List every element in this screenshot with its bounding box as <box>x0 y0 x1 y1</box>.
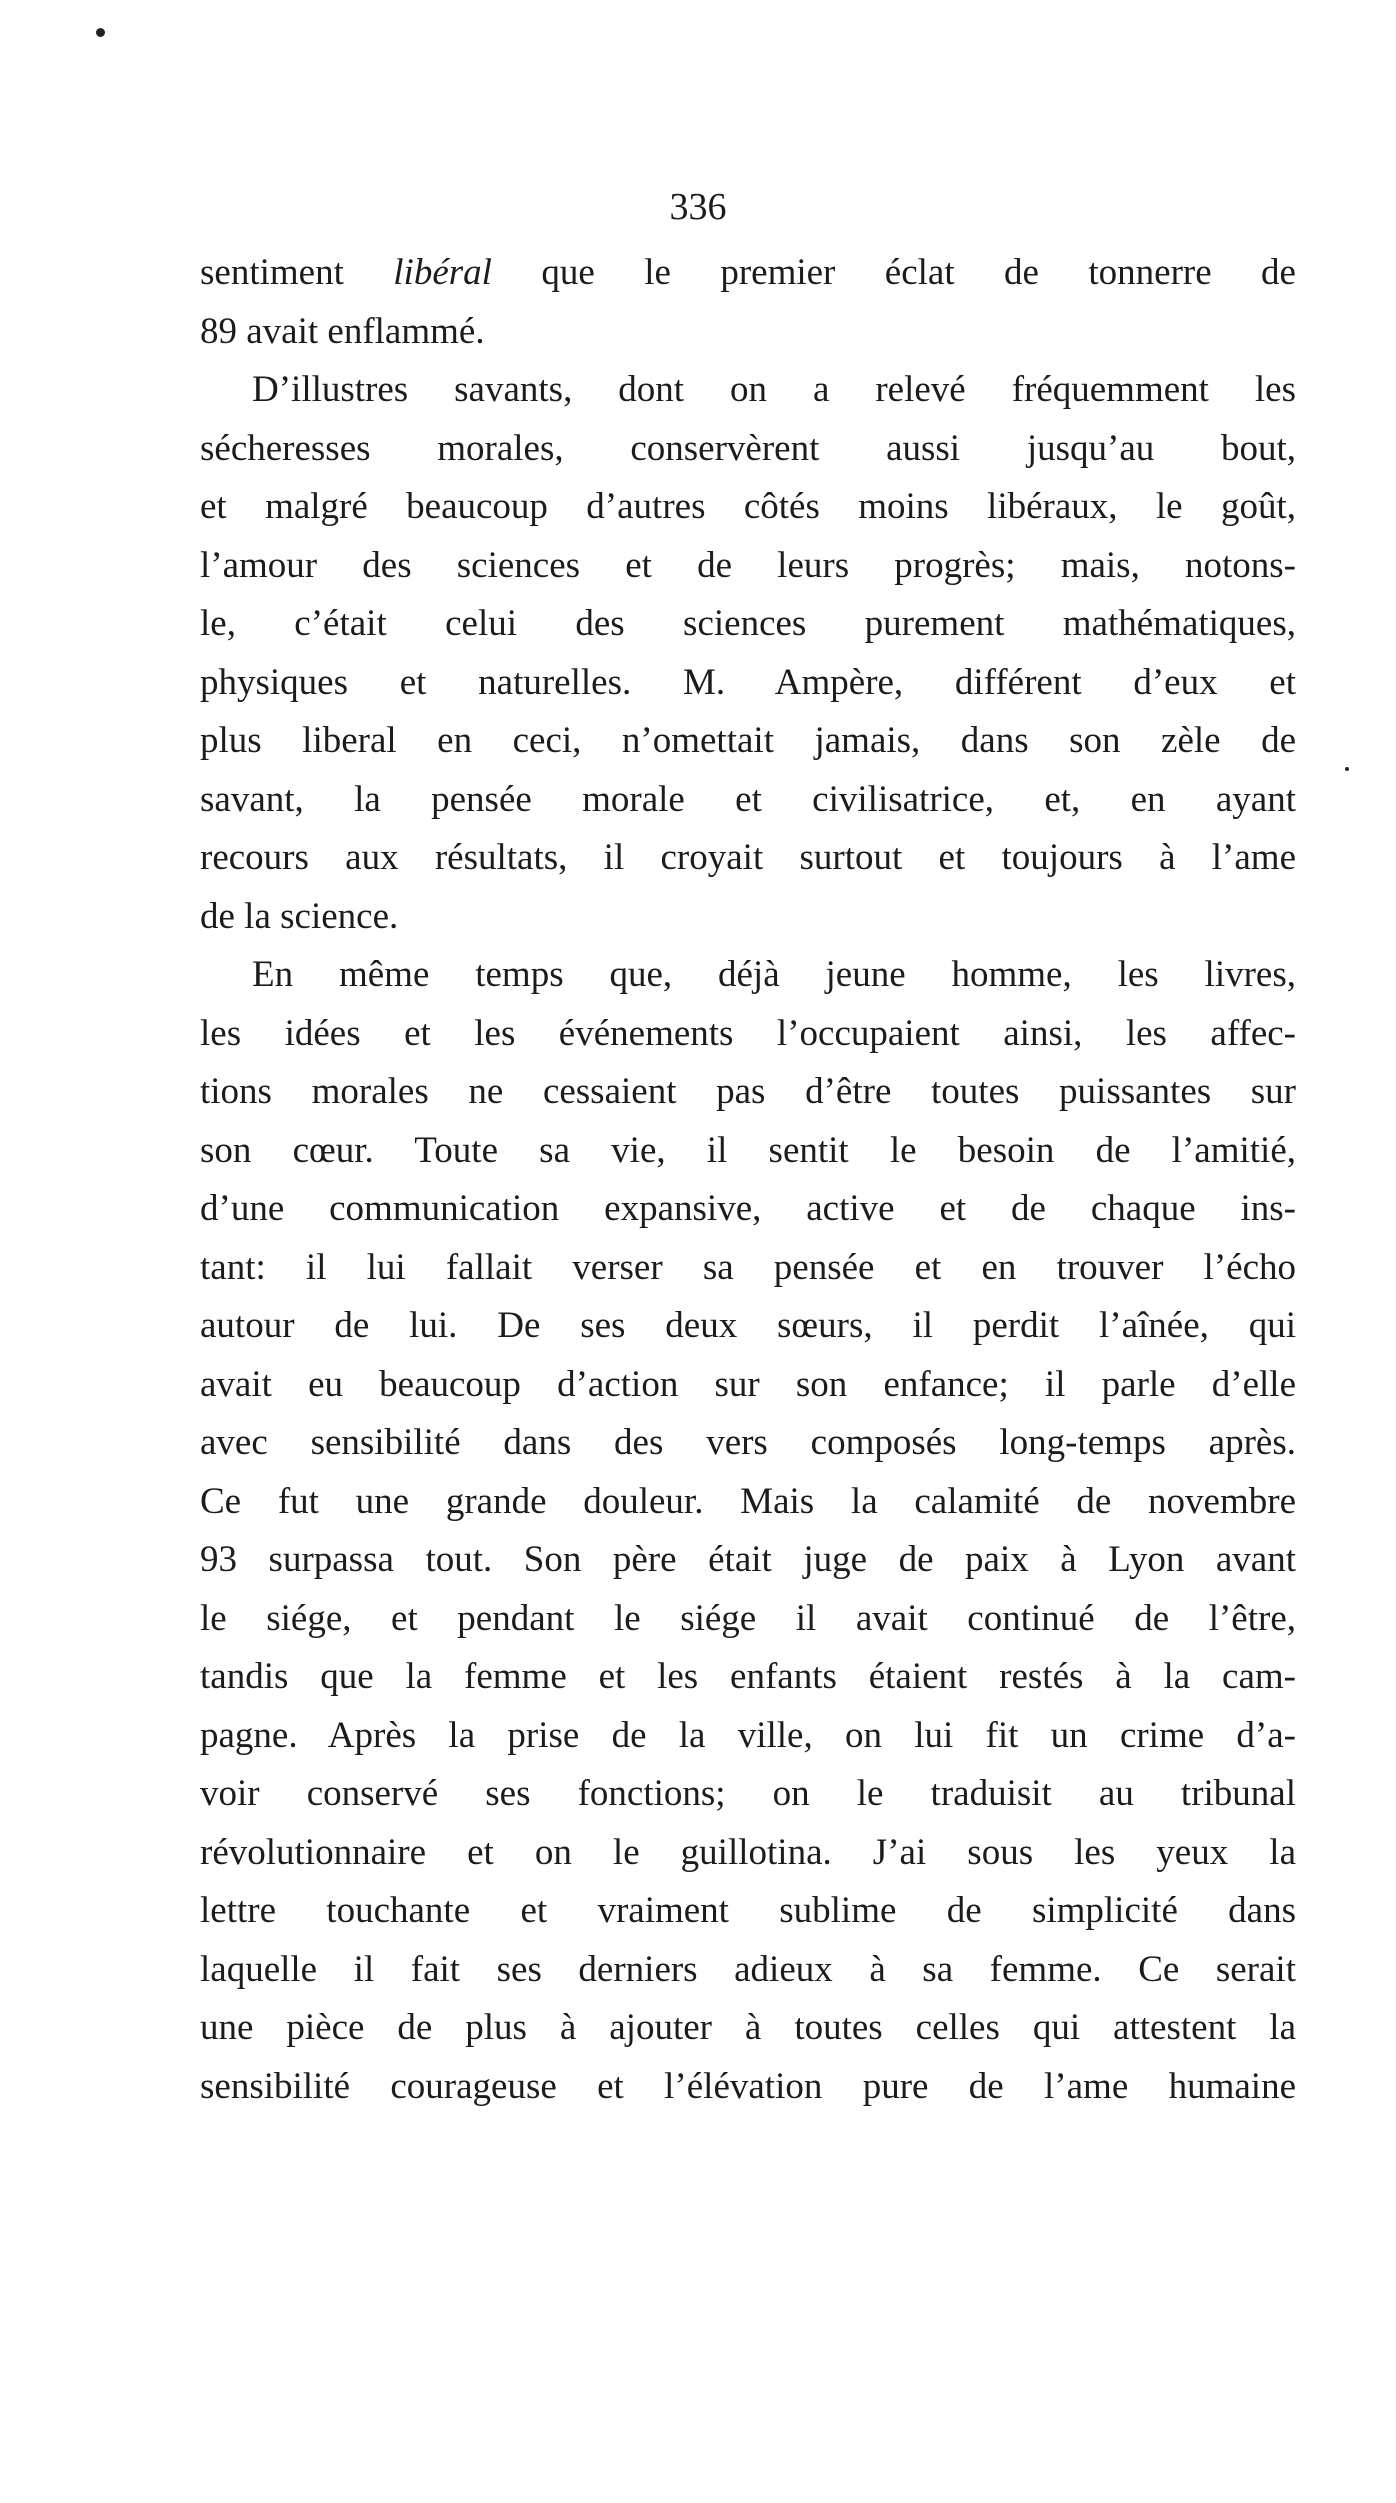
text-line <box>200 1531 1296 1590</box>
text-line <box>200 1648 1296 1707</box>
text-run: et malgré beaucoup d’autres côtés moins libéraux, le goût, <box>200 486 1296 527</box>
text-line <box>200 1063 1296 1122</box>
text-run: savant, la pensée morale et civilisatrice, et, en ayant <box>200 778 1296 820</box>
text-run: révolutionnaire et on le guillotina. J’ai sous les yeux la <box>200 1831 1296 1873</box>
text-line <box>200 1707 1296 1766</box>
text-run: physiques et naturelles. M. Ampère, différent d’eux et <box>200 661 1296 703</box>
text-run: son cœur. Toute sa vie, il sentit le besoin de l’amitié, <box>200 1129 1296 1171</box>
text-run: voir conservé ses fonctions; on le traduisit au tribunal <box>200 1773 1296 1814</box>
text-run: l’amour des sciences et de leurs progrès; mais, notons- <box>200 544 1296 586</box>
text-line <box>200 1590 1296 1649</box>
paragraph <box>200 946 1296 2116</box>
text-line <box>200 1414 1296 1473</box>
text-line <box>200 1180 1296 1239</box>
text-line <box>200 1824 1296 1883</box>
text-run: D’illustres savants, dont on a relevé fréquemment les <box>252 369 1296 410</box>
text-run: pagne. Après la prise de la ville, on lui fit un crime d’a- <box>200 1714 1296 1756</box>
text-line <box>200 771 1296 830</box>
text-run: d’une communication expansive, active et de chaque ins- <box>200 1188 1296 1229</box>
text-run: de la science. <box>200 895 399 937</box>
text-line <box>200 712 1296 771</box>
text-run: le siége, et pendant le siége il avait continué de l’être, <box>200 1597 1296 1639</box>
text-run: que le premier éclat de tonnerre de <box>491 252 1296 293</box>
text-line <box>200 829 1296 888</box>
text-run: le, c’était celui des sciences purement mathématiques, <box>200 603 1296 644</box>
text-line <box>200 303 1296 362</box>
ink-speck <box>1345 767 1349 771</box>
text-run: tions morales ne cessaient pas d’être toutes puissantes sur <box>200 1071 1296 1112</box>
text-line <box>200 537 1296 596</box>
text-run: lettre touchante et vraiment sublime de simplicité dans <box>200 1890 1296 1931</box>
text-line <box>200 1473 1296 1532</box>
text-line <box>200 1297 1296 1356</box>
text-line <box>200 1882 1296 1941</box>
text-line <box>200 420 1296 479</box>
paragraph <box>200 361 1296 946</box>
page-number: 336 <box>669 186 727 228</box>
text-line <box>200 1999 1296 2058</box>
text-line <box>200 654 1296 713</box>
text-run: 93 surpassa tout. Son père était juge de paix à Lyon avant <box>200 1539 1296 1580</box>
text-line <box>200 1239 1296 1298</box>
text-run: tandis que la femme et les enfants étaient restés à la cam- <box>200 1656 1296 1697</box>
text-run: autour de lui. De ses deux sœurs, il perdit l’aînée, qui <box>200 1305 1296 1346</box>
text-line <box>200 1122 1296 1181</box>
text-line <box>200 2058 1296 2117</box>
text-line <box>200 946 1296 1005</box>
text-line <box>200 1356 1296 1415</box>
text-run: une pièce de plus à ajouter à toutes celles qui attestent la <box>200 2007 1296 2048</box>
body-text <box>200 244 1296 2116</box>
text-line <box>200 478 1296 537</box>
text-line <box>200 888 1296 947</box>
text-run: Ce fut une grande douleur. Mais la calamité de novembre <box>200 1480 1296 1522</box>
text-line <box>200 1005 1296 1064</box>
italic-text: libéral <box>393 252 492 293</box>
text-line <box>200 595 1296 654</box>
text-run: 89 avait enflammé. <box>200 310 485 352</box>
text-run: laquelle il fait ses derniers adieux à sa femme. Ce serait <box>200 1948 1296 1990</box>
text-line <box>200 244 1296 303</box>
text-run: sécheresses morales, conservèrent aussi jusqu’au bout, <box>200 427 1296 469</box>
text-run: les idées et les événements l’occupaient ainsi, les affec- <box>200 1012 1296 1054</box>
text-run: plus liberal en ceci, n’omettait jamais, dans son zèle de <box>200 720 1296 761</box>
text-run: sensibilité courageuse et l’élévation pure de l’ame humaine <box>200 2065 1296 2107</box>
text-run: sentiment <box>200 252 394 293</box>
text-line <box>200 361 1296 420</box>
text-run: tant: il lui fallait verser sa pensée et en trouver l’écho <box>200 1246 1296 1288</box>
ink-speck <box>96 28 105 37</box>
text-run: En même temps que, déjà jeune homme, les livres, <box>252 954 1296 995</box>
paragraph <box>200 244 1296 361</box>
text-run: avait eu beaucoup d’action sur son enfance; il parle d’elle <box>200 1363 1296 1405</box>
text-run: recours aux résultats, il croyait surtout et toujours à l’ame <box>200 837 1296 878</box>
text-line <box>200 1941 1296 2000</box>
text-run: avec sensibilité dans des vers composés long-temps après. <box>200 1422 1296 1463</box>
text-line <box>200 1765 1296 1824</box>
